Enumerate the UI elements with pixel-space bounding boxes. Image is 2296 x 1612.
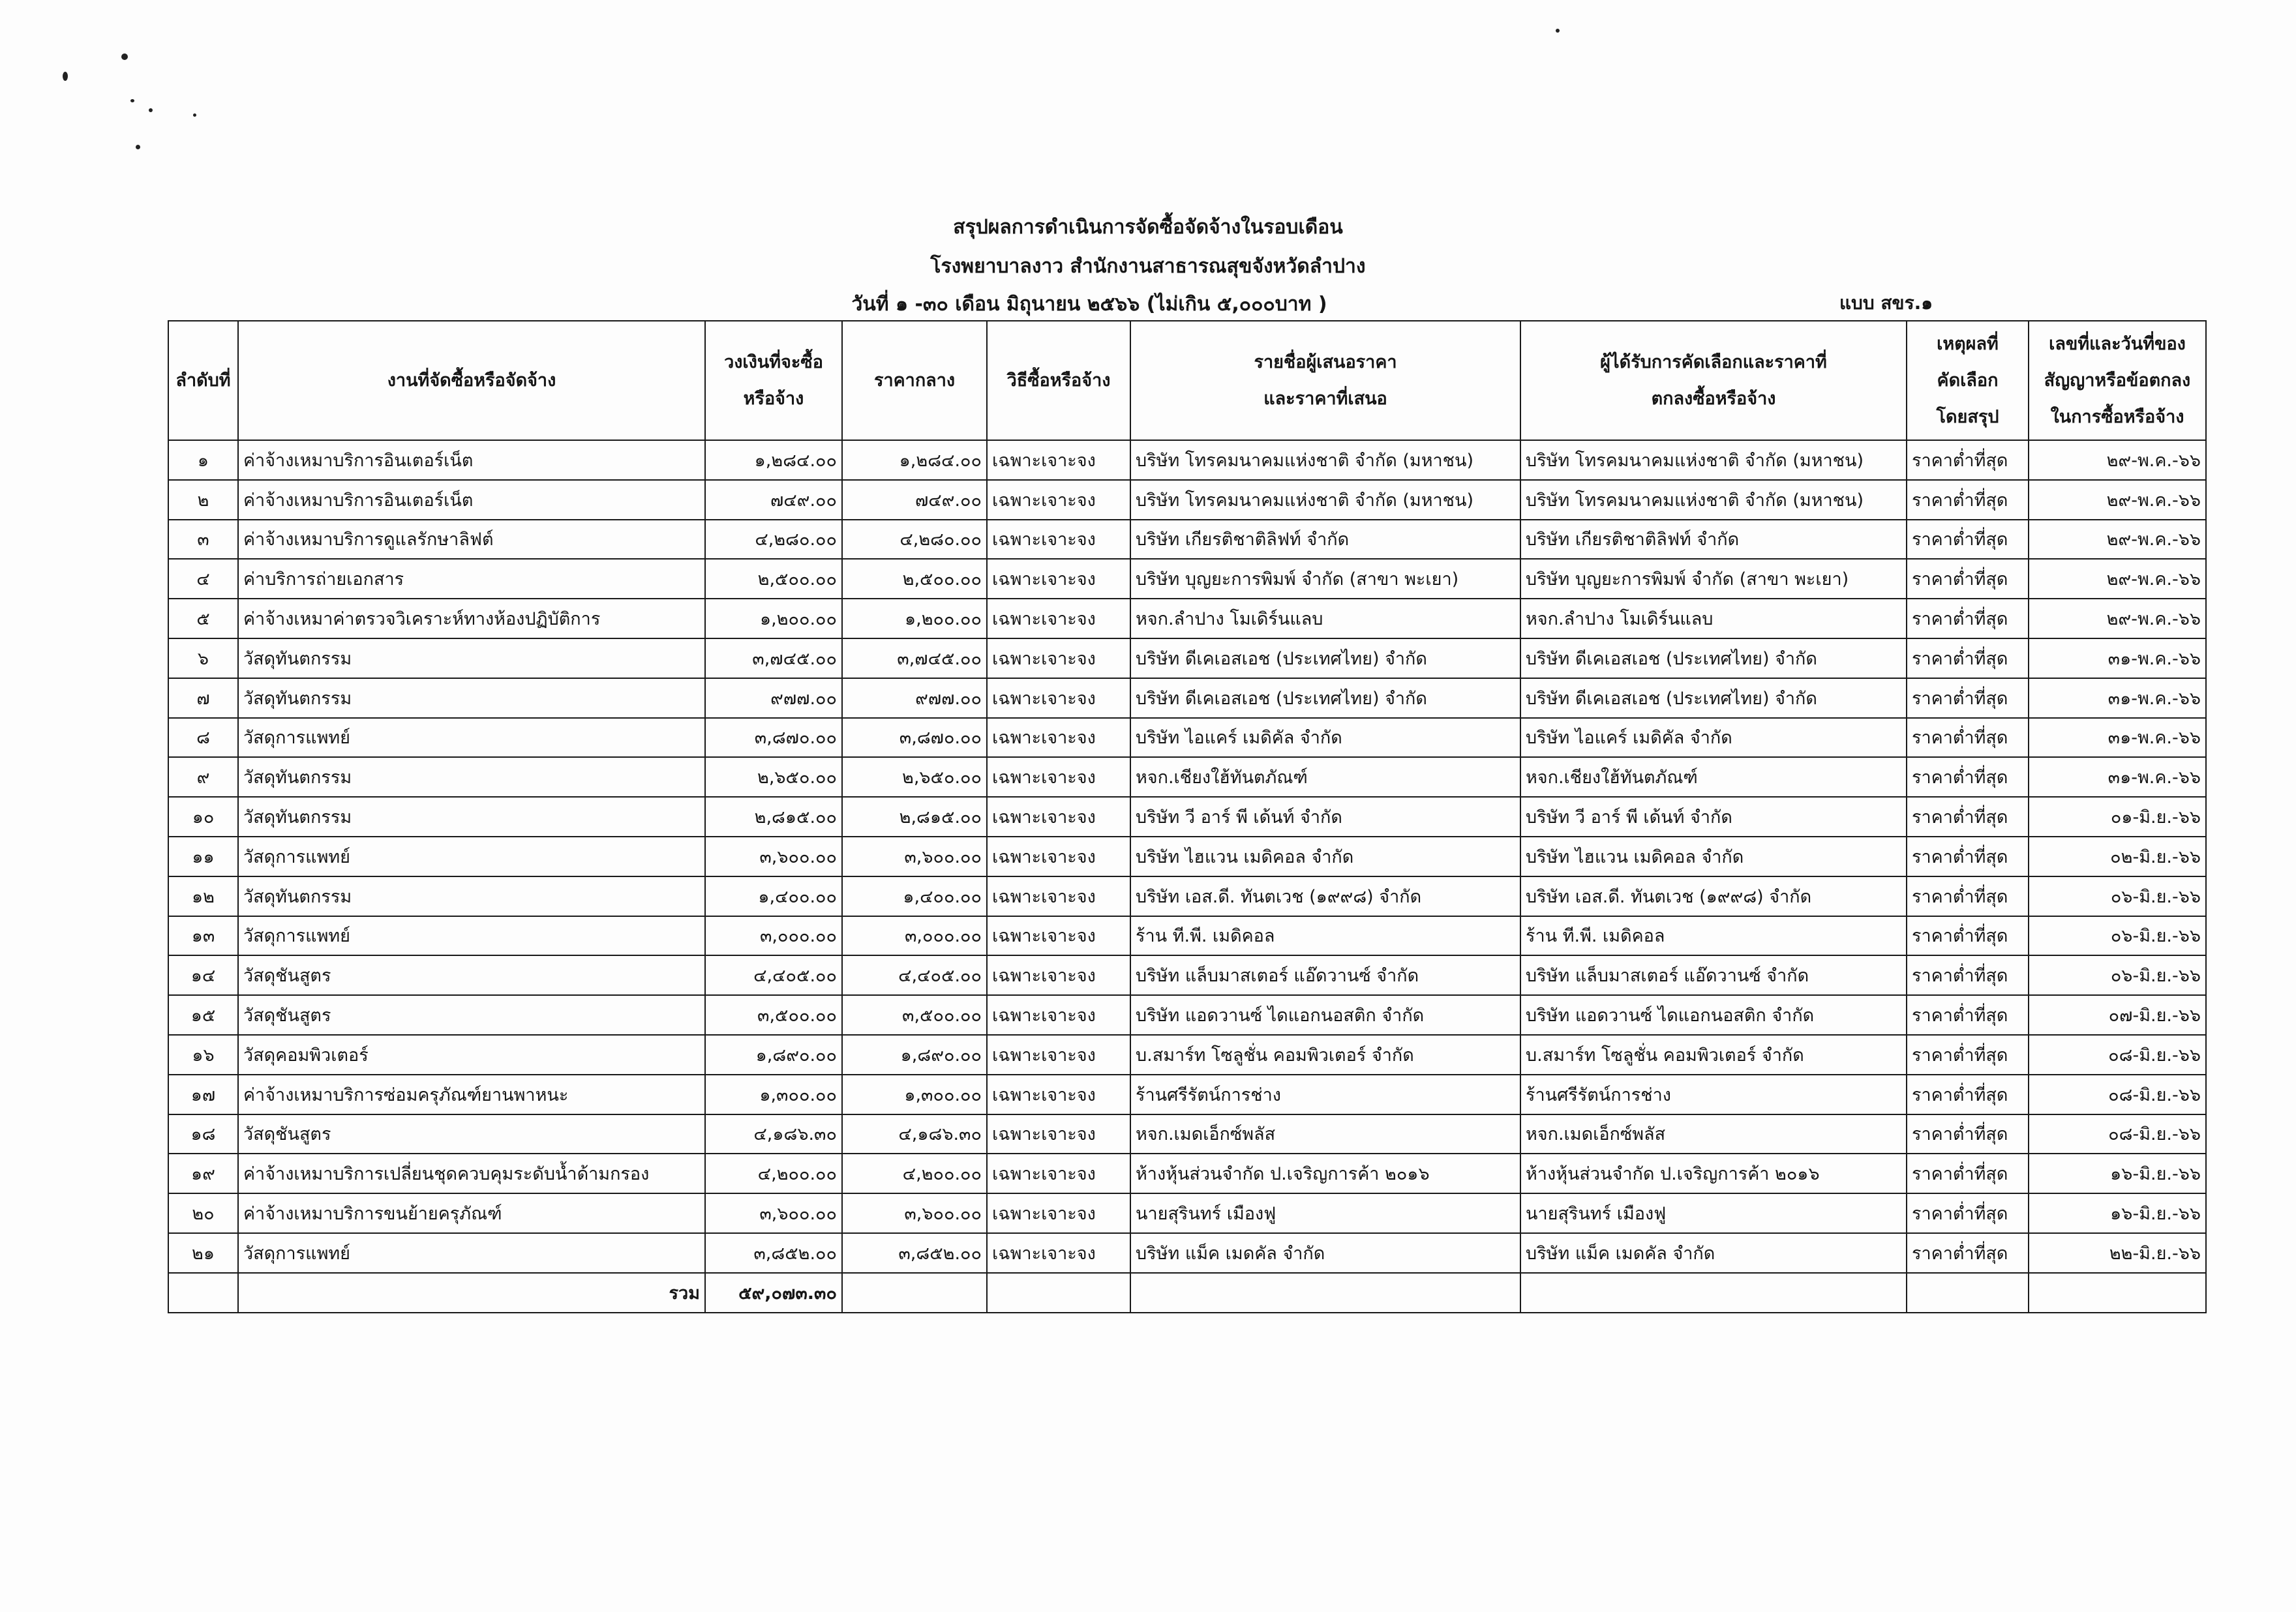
cell-budget: ๑,๒๐๐.๐๐ [705, 599, 842, 638]
cell-median-price: ๑,๒๘๔.๐๐ [842, 440, 987, 480]
cell-method: เฉพาะเจาะจง [987, 916, 1130, 956]
scan-speck [63, 72, 68, 81]
cell-bidders: ร้านศรีรัตน์การช่าง [1130, 1075, 1520, 1114]
column-header-item: งานที่จัดซื้อหรือจัดจ้าง [238, 321, 705, 440]
column-header-budget: วงเงินที่จะซื้อ หรือจ้าง [705, 321, 842, 440]
cell-contract: ๐๘-มิ.ย.-๖๖ [2029, 1114, 2206, 1154]
hospital-name: โรงพยาบาลงาว สำนักงานสาธารณสุขจังหวัดลำปาง [930, 255, 1366, 278]
table-row [168, 638, 2206, 678]
cell-contract: ๓๑-พ.ค.-๖๖ [2029, 678, 2206, 718]
cell-median-price: ๒,๖๕๐.๐๐ [842, 757, 987, 797]
cell-reason: ราคาต่ำที่สุด [1907, 1075, 2029, 1114]
cell-no: ๗ [168, 678, 238, 718]
cell-no: ๑๐ [168, 797, 238, 837]
cell-reason: ราคาต่ำที่สุด [1907, 638, 2029, 678]
cell-selected: บริษัท แอดวานซ์ ไดแอกนอสติก จำกัด [1520, 995, 1907, 1035]
cell-reason: ราคาต่ำที่สุด [1907, 757, 2029, 797]
cell-reason: ราคาต่ำที่สุด [1907, 480, 2029, 520]
cell-budget: ๔,๒๘๐.๐๐ [705, 520, 842, 560]
cell-contract: ๐๖-มิ.ย.-๖๖ [2029, 916, 2206, 956]
form-code: แบบ สขร.๑ [1839, 292, 1933, 314]
cell-item: ค่าจ้างเหมาบริการขนย้ายครุภัณฑ์ [238, 1193, 705, 1233]
cell-item: ค่าจ้างเหมาบริการดูแลรักษาลิฟต์ [238, 520, 705, 560]
cell-contract: ๓๑-พ.ค.-๖๖ [2029, 638, 2206, 678]
cell-selected: บริษัท ไฮแวน เมดิคอล จำกัด [1520, 837, 1907, 876]
cell-reason: ราคาต่ำที่สุด [1907, 916, 2029, 956]
cell-bidders: บริษัท แม็ค เมดคัล จำกัด [1130, 1233, 1520, 1273]
cell-selected: บริษัท ดีเคเอสเอช (ประเทศไทย) จำกัด [1520, 678, 1907, 718]
cell-no: ๑๒ [168, 876, 238, 916]
cell-no: ๒๐ [168, 1193, 238, 1233]
cell-reason: ราคาต่ำที่สุด [1907, 955, 2029, 995]
cell-median-price: ๑,๘๙๐.๐๐ [842, 1035, 987, 1075]
cell-method: เฉพาะเจาะจง [987, 599, 1130, 638]
cell-no: ๓ [168, 520, 238, 560]
cell-item: ค่าจ้างเหมาบริการอินเตอร์เน็ต [238, 480, 705, 520]
cell-bidders: บริษัท ไฮแวน เมดิคอล จำกัด [1130, 837, 1520, 876]
table-row [168, 876, 2206, 916]
cell-method: เฉพาะเจาะจง [987, 797, 1130, 837]
cell-reason: ราคาต่ำที่สุด [1907, 599, 2029, 638]
cell-contract: ๑๖-มิ.ย.-๖๖ [2029, 1193, 2206, 1233]
cell-budget: ๓,๕๐๐.๐๐ [705, 995, 842, 1035]
cell-reason: ราคาต่ำที่สุด [1907, 1154, 2029, 1193]
report-period: วันที่ ๑ -๓๐ เดือน มิถุนายน ๒๕๖๖ (ไม่เกิน ๕,๐๐๐บาท ) [851, 293, 1327, 316]
cell-contract: ๐๖-มิ.ย.-๖๖ [2029, 876, 2206, 916]
cell-bidders: บริษัท เอส.ดี. ทันตเวช (๑๙๙๘) จำกัด [1130, 876, 1520, 916]
cell-budget: ๓,๘๕๒.๐๐ [705, 1233, 842, 1273]
cell-budget: ๔,๑๘๖.๓๐ [705, 1114, 842, 1154]
cell-contract: ๑๖-มิ.ย.-๖๖ [2029, 1154, 2206, 1193]
cell-item: ค่าจ้างเหมาบริการเปลี่ยนชุดควบคุมระดับน้ำด้ามกรอง [238, 1154, 705, 1193]
cell-budget: ๔,๒๐๐.๐๐ [705, 1154, 842, 1193]
report-title: สรุปผลการดำเนินการจัดซื้อจัดจ้างในรอบเดือน [953, 216, 1343, 239]
cell-no: ๕ [168, 599, 238, 638]
cell-method: เฉพาะเจาะจง [987, 440, 1130, 480]
column-header-selected: ผู้ได้รับการคัดเลือกและราคาที่ ตกลงซื้อหรือจ้าง [1520, 321, 1907, 440]
scan-speck [130, 99, 134, 102]
cell-method: เฉพาะเจาะจง [987, 955, 1130, 995]
table-row [168, 1075, 2206, 1114]
cell-contract: ๒๙-พ.ค.-๖๖ [2029, 520, 2206, 560]
cell-budget: ๑,๔๐๐.๐๐ [705, 876, 842, 916]
cell-budget: ๒,๖๕๐.๐๐ [705, 757, 842, 797]
cell-median-price: ๒,๕๐๐.๐๐ [842, 559, 987, 599]
cell-bidders: หจก.เมดเอ็กซ์พลัส [1130, 1114, 1520, 1154]
table-row [168, 718, 2206, 758]
cell-bidders: บริษัท โทรคมนาคมแห่งชาติ จำกัด (มหาชน) [1130, 440, 1520, 480]
table-row [168, 599, 2206, 638]
cell-item: วัสดุการแพทย์ [238, 837, 705, 876]
cell-selected: บริษัท แล็บมาสเตอร์ แอ๊ดวานซ์ จำกัด [1520, 955, 1907, 995]
cell-median-price: ๓,๖๐๐.๐๐ [842, 837, 987, 876]
cell-method: เฉพาะเจาะจง [987, 757, 1130, 797]
cell-median-price: ๓,๗๔๕.๐๐ [842, 638, 987, 678]
cell-no: ๑๖ [168, 1035, 238, 1075]
cell-no: ๒๑ [168, 1233, 238, 1273]
cell-bidders: บริษัท เกียรติชาติลิฟท์ จำกัด [1130, 520, 1520, 560]
cell-budget: ๑,๒๘๔.๐๐ [705, 440, 842, 480]
cell-selected: ร้านศรีรัตน์การช่าง [1520, 1075, 1907, 1114]
column-header-bidders: รายชื่อผู้เสนอราคา และราคาที่เสนอ [1130, 321, 1520, 440]
cell-method: เฉพาะเจาะจง [987, 520, 1130, 560]
cell-median-price: ๓,๘๕๒.๐๐ [842, 1233, 987, 1273]
cell-median-price: ๓,๘๗๐.๐๐ [842, 718, 987, 758]
cell-no: ๑๔ [168, 955, 238, 995]
cell-no: ๒ [168, 480, 238, 520]
cell-method: เฉพาะเจาะจง [987, 559, 1130, 599]
cell-median-price: ๑,๓๐๐.๐๐ [842, 1075, 987, 1114]
table-row [168, 955, 2206, 995]
cell-selected: หจก.เชียงใฮ้ทันตภัณฑ์ [1520, 757, 1907, 797]
cell-method: เฉพาะเจาะจง [987, 837, 1130, 876]
cell-median-price: ๙๗๗.๐๐ [842, 678, 987, 718]
cell-bidders: หจก.เชียงใฮ้ทันตภัณฑ์ [1130, 757, 1520, 797]
cell-contract: ๐๗-มิ.ย.-๖๖ [2029, 995, 2206, 1035]
cell-reason: ราคาต่ำที่สุด [1907, 678, 2029, 718]
cell-reason: ราคาต่ำที่สุด [1907, 520, 2029, 560]
cell-reason: ราคาต่ำที่สุด [1907, 1035, 2029, 1075]
table-row [168, 678, 2206, 718]
cell-reason: ราคาต่ำที่สุด [1907, 1193, 2029, 1233]
cell-median-price: ๒,๘๑๕.๐๐ [842, 797, 987, 837]
table-row [168, 1193, 2206, 1233]
scan-speck [1556, 29, 1560, 33]
scan-speck [136, 145, 140, 149]
cell-contract: ๒๙-พ.ค.-๖๖ [2029, 559, 2206, 599]
cell-contract: ๒๙-พ.ค.-๖๖ [2029, 440, 2206, 480]
cell-budget: ๒,๕๐๐.๐๐ [705, 559, 842, 599]
table-row [168, 757, 2206, 797]
cell-budget: ๙๗๗.๐๐ [705, 678, 842, 718]
cell-reason: ราคาต่ำที่สุด [1907, 718, 2029, 758]
cell-item: วัสดุการแพทย์ [238, 718, 705, 758]
cell-median-price: ๓,๖๐๐.๐๐ [842, 1193, 987, 1233]
cell-item: ค่าบริการถ่ายเอกสาร [238, 559, 705, 599]
table-header-row [168, 321, 2206, 440]
cell-bidders: บริษัท โทรคมนาคมแห่งชาติ จำกัด (มหาชน) [1130, 480, 1520, 520]
cell-selected: บริษัท วี อาร์ พี เด้นท์ จำกัด [1520, 797, 1907, 837]
table-row [168, 520, 2206, 560]
column-header-contract: เลขที่และวันที่ของ สัญญาหรือข้อตกลง ในการซื้อหรือจ้าง [2029, 321, 2206, 440]
cell-item: วัสดุการแพทย์ [238, 1233, 705, 1273]
cell-median-price: ๑,๔๐๐.๐๐ [842, 876, 987, 916]
cell-bidders: บริษัท บุญยะการพิมพ์ จำกัด (สาขา พะเยา) [1130, 559, 1520, 599]
cell-bidders: บริษัท ไอแคร์ เมดิคัล จำกัด [1130, 718, 1520, 758]
column-header-no: ลำดับที่ [168, 321, 238, 440]
total-label: รวม [238, 1273, 705, 1313]
table-row [168, 837, 2206, 876]
table-row [168, 1233, 2206, 1273]
cell-item: วัสดุชันสูตร [238, 955, 705, 995]
cell-item: วัสดุการแพทย์ [238, 916, 705, 956]
cell-no: ๔ [168, 559, 238, 599]
cell-budget: ๓,๗๔๕.๐๐ [705, 638, 842, 678]
cell-selected: นายสุรินทร์ เมืองฟู [1520, 1193, 1907, 1233]
cell-budget: ๓,๖๐๐.๐๐ [705, 1193, 842, 1233]
cell-bidders: หจก.ลำปาง โมเดิร์นแลบ [1130, 599, 1520, 638]
cell-median-price: ๑,๒๐๐.๐๐ [842, 599, 987, 638]
cell-budget: ๒,๘๑๕.๐๐ [705, 797, 842, 837]
cell-selected: บริษัท แม็ค เมดคัล จำกัด [1520, 1233, 1907, 1273]
cell-contract: ๒๒-มิ.ย.-๖๖ [2029, 1233, 2206, 1273]
cell-reason: ราคาต่ำที่สุด [1907, 440, 2029, 480]
cell-no: ๑๘ [168, 1114, 238, 1154]
cell-median-price: ๔,๑๘๖.๓๐ [842, 1114, 987, 1154]
table-row [168, 797, 2206, 837]
cell-median-price: ๔,๔๐๕.๐๐ [842, 955, 987, 995]
cell-contract: ๐๒-มิ.ย.-๖๖ [2029, 837, 2206, 876]
cell-method: เฉพาะเจาะจง [987, 1075, 1130, 1114]
cell-method: เฉพาะเจาะจง [987, 678, 1130, 718]
cell-selected: บริษัท โทรคมนาคมแห่งชาติ จำกัด (มหาชน) [1520, 440, 1907, 480]
cell-selected: บริษัท ดีเคเอสเอช (ประเทศไทย) จำกัด [1520, 638, 1907, 678]
cell-method: เฉพาะเจาะจง [987, 995, 1130, 1035]
cell-no: ๑๑ [168, 837, 238, 876]
cell-item: วัสดุชันสูตร [238, 995, 705, 1035]
cell-item: วัสดุทันตกรรม [238, 678, 705, 718]
cell-selected: ร้าน ที.พี. เมดิคอล [1520, 916, 1907, 956]
scan-speck [121, 53, 128, 60]
cell-budget: ๗๔๙.๐๐ [705, 480, 842, 520]
cell-no: ๑๓ [168, 916, 238, 956]
cell-selected: บริษัท โทรคมนาคมแห่งชาติ จำกัด (มหาชน) [1520, 480, 1907, 520]
cell-item: ค่าจ้างเหมาค่าตรวจวิเคราะห์ทางห้องปฏิบัติการ [238, 599, 705, 638]
cell-method: เฉพาะเจาะจง [987, 480, 1130, 520]
cell-reason: ราคาต่ำที่สุด [1907, 797, 2029, 837]
cell-bidders: บริษัท แล็บมาสเตอร์ แอ๊ดวานซ์ จำกัด [1130, 955, 1520, 995]
column-header-median-price: ราคากลาง [842, 321, 987, 440]
cell-method: เฉพาะเจาะจง [987, 876, 1130, 916]
cell-contract: ๒๙-พ.ค.-๖๖ [2029, 480, 2206, 520]
cell-budget: ๑,๓๐๐.๐๐ [705, 1075, 842, 1114]
cell-contract: ๐๘-มิ.ย.-๖๖ [2029, 1075, 2206, 1114]
cell-median-price: ๓,๕๐๐.๐๐ [842, 995, 987, 1035]
cell-bidders: ร้าน ที.พี. เมดิคอล [1130, 916, 1520, 956]
cell-no: ๖ [168, 638, 238, 678]
cell-selected: บริษัท เอส.ดี. ทันตเวช (๑๙๙๘) จำกัด [1520, 876, 1907, 916]
cell-method: เฉพาะเจาะจง [987, 718, 1130, 758]
cell-method: เฉพาะเจาะจง [987, 638, 1130, 678]
cell-bidders: นายสุรินทร์ เมืองฟู [1130, 1193, 1520, 1233]
cell-median-price: ๓,๐๐๐.๐๐ [842, 916, 987, 956]
scan-speck [193, 113, 196, 117]
cell-item: วัสดุทันตกรรม [238, 638, 705, 678]
cell-item: ค่าจ้างเหมาบริการซ่อมครุภัณฑ์ยานพาหนะ [238, 1075, 705, 1114]
cell-bidders: บริษัท แอดวานซ์ ไดแอกนอสติก จำกัด [1130, 995, 1520, 1035]
cell-budget: ๓,๘๗๐.๐๐ [705, 718, 842, 758]
table-row [168, 916, 2206, 956]
cell-contract: ๒๙-พ.ค.-๖๖ [2029, 599, 2206, 638]
cell-no: ๑ [168, 440, 238, 480]
cell-selected: ห้างหุ้นส่วนจำกัด ป.เจริญการค้า ๒๐๑๖ [1520, 1154, 1907, 1193]
cell-reason: ราคาต่ำที่สุด [1907, 1233, 2029, 1273]
column-header-reason: เหตุผลที่ คัดเลือก โดยสรุป [1907, 321, 2029, 440]
cell-reason: ราคาต่ำที่สุด [1907, 1114, 2029, 1154]
cell-no: ๙ [168, 757, 238, 797]
table-row [168, 1154, 2206, 1193]
table-row [168, 559, 2206, 599]
cell-bidders: ห้างหุ้นส่วนจำกัด ป.เจริญการค้า ๒๐๑๖ [1130, 1154, 1520, 1193]
cell-item: วัสดุคอมพิวเตอร์ [238, 1035, 705, 1075]
table-row [168, 440, 2206, 480]
cell-selected: หจก.เมดเอ็กซ์พลัส [1520, 1114, 1907, 1154]
cell-selected: บริษัท เกียรติชาติลิฟท์ จำกัด [1520, 520, 1907, 560]
cell-median-price: ๔,๒๐๐.๐๐ [842, 1154, 987, 1193]
cell-selected: หจก.ลำปาง โมเดิร์นแลบ [1520, 599, 1907, 638]
table-row [168, 995, 2206, 1035]
cell-reason: ราคาต่ำที่สุด [1907, 995, 2029, 1035]
table-row [168, 1035, 2206, 1075]
table-row [168, 1114, 2206, 1154]
cell-budget: ๓,๖๐๐.๐๐ [705, 837, 842, 876]
cell-method: เฉพาะเจาะจง [987, 1233, 1130, 1273]
cell-reason: ราคาต่ำที่สุด [1907, 559, 2029, 599]
cell-method: เฉพาะเจาะจง [987, 1114, 1130, 1154]
cell-reason: ราคาต่ำที่สุด [1907, 876, 2029, 916]
cell-median-price: ๗๔๙.๐๐ [842, 480, 987, 520]
total-value: ๕๙,๐๗๓.๓๐ [705, 1273, 842, 1313]
cell-item: วัสดุทันตกรรม [238, 797, 705, 837]
cell-selected: บริษัท บุญยะการพิมพ์ จำกัด (สาขา พะเยา) [1520, 559, 1907, 599]
table-row [168, 480, 2206, 520]
cell-reason: ราคาต่ำที่สุด [1907, 837, 2029, 876]
cell-method: เฉพาะเจาะจง [987, 1154, 1130, 1193]
cell-no: ๑๙ [168, 1154, 238, 1193]
cell-item: วัสดุทันตกรรม [238, 876, 705, 916]
cell-median-price: ๔,๒๘๐.๐๐ [842, 520, 987, 560]
cell-selected: บ.สมาร์ท โซลูชั่น คอมพิวเตอร์ จำกัด [1520, 1035, 1907, 1075]
cell-bidders: บ.สมาร์ท โซลูชั่น คอมพิวเตอร์ จำกัด [1130, 1035, 1520, 1075]
cell-contract: ๓๑-พ.ค.-๖๖ [2029, 757, 2206, 797]
procurement-table [168, 320, 2207, 1313]
cell-budget: ๔,๔๐๕.๐๐ [705, 955, 842, 995]
cell-method: เฉพาะเจาะจง [987, 1035, 1130, 1075]
cell-item: ค่าจ้างเหมาบริการอินเตอร์เน็ต [238, 440, 705, 480]
cell-budget: ๑,๘๙๐.๐๐ [705, 1035, 842, 1075]
scan-speck [149, 108, 153, 112]
cell-contract: ๓๑-พ.ค.-๖๖ [2029, 718, 2206, 758]
cell-item: วัสดุชันสูตร [238, 1114, 705, 1154]
cell-method: เฉพาะเจาะจง [987, 1193, 1130, 1233]
column-header-method: วิธีซื้อหรือจ้าง [987, 321, 1130, 440]
cell-no: ๘ [168, 718, 238, 758]
cell-item: วัสดุทันตกรรม [238, 757, 705, 797]
cell-no: ๑๗ [168, 1075, 238, 1114]
cell-contract: ๐๖-มิ.ย.-๖๖ [2029, 955, 2206, 995]
cell-bidders: บริษัท วี อาร์ พี เด้นท์ จำกัด [1130, 797, 1520, 837]
cell-budget: ๓,๐๐๐.๐๐ [705, 916, 842, 956]
cell-bidders: บริษัท ดีเคเอสเอช (ประเทศไทย) จำกัด [1130, 638, 1520, 678]
cell-contract: ๐๑-มิ.ย.-๖๖ [2029, 797, 2206, 837]
cell-contract: ๐๘-มิ.ย.-๖๖ [2029, 1035, 2206, 1075]
cell-selected: บริษัท ไอแคร์ เมดิคัล จำกัด [1520, 718, 1907, 758]
cell-bidders: บริษัท ดีเคเอสเอช (ประเทศไทย) จำกัด [1130, 678, 1520, 718]
cell-no: ๑๕ [168, 995, 238, 1035]
total-row [168, 1273, 2206, 1313]
